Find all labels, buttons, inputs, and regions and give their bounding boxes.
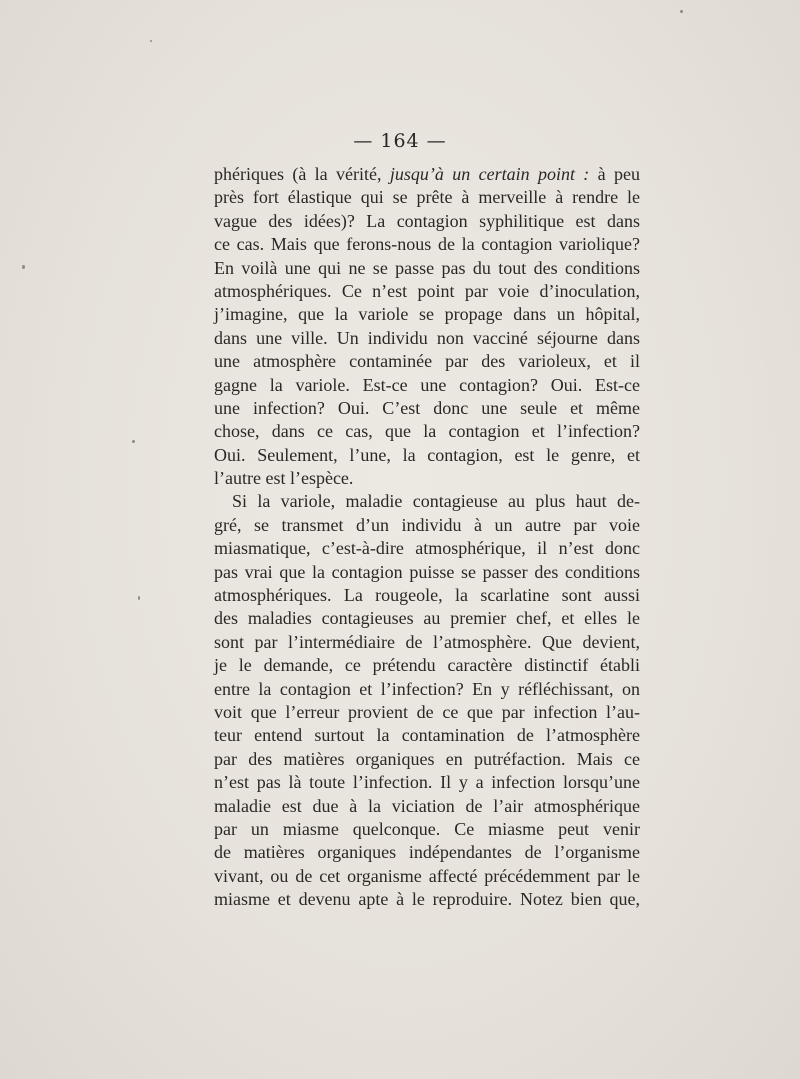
text-line: par des matières organiques en putréfaction. Mais ce — [214, 748, 640, 769]
text-line: miasmatique, c’est-à-dire atmosphérique, il n’est donc — [214, 538, 640, 559]
text-line: je le demande, ce prétendu caractère distinctif établi — [214, 655, 640, 676]
text-line: vague des idées)? La contagion syphilitique est dans — [214, 210, 640, 231]
italic-text-run: jusqu’à un certain point : — [389, 164, 590, 184]
text-line: une atmosphère contaminée par des varioleux, et il — [214, 351, 640, 372]
text-run: à peu — [589, 164, 640, 184]
text-line: près fort élastique qui se prête à merveille à rendre le — [214, 187, 640, 208]
text-line: n’est pas là toute l’infection. Il y a infection lorsqu’une — [214, 772, 640, 793]
text-line: ce cas. Mais que ferons-nous de la contagion variolique? — [214, 234, 640, 255]
text-line: chose, dans ce cas, que la contagion et l’infection? — [214, 421, 640, 442]
paper-speck — [680, 10, 683, 13]
text-line: une infection? Oui. C’est donc une seule et même — [214, 397, 640, 418]
text-line — [214, 163, 640, 186]
text-line: des maladies contagieuses au premier chef, et elles le — [214, 608, 640, 629]
text-line: Si la variole, maladie contagieuse au plus haut de- — [232, 491, 640, 512]
text-line: teur entend surtout la contamination de l’atmosphère — [214, 725, 640, 746]
text-line: atmosphériques. La rougeole, la scarlatine sont aussi — [214, 585, 640, 606]
text-line: de matières organiques indépendantes de l’organisme — [214, 842, 640, 863]
text-line: En voilà une qui ne se passe pas du tout des conditions — [214, 257, 640, 278]
text-line: par un miasme quelconque. Ce miasme peut venir — [214, 818, 640, 839]
text-line: vivant, ou de cet organisme affecté précédemment par le — [214, 865, 640, 886]
text-line: dans une ville. Un individu non vacciné séjourne dans — [214, 327, 640, 348]
paper-speck — [138, 596, 140, 600]
text-line: miasme et devenu apte à le reproduire. Notez bien que, — [214, 889, 640, 910]
text-line: Oui. Seulement, l’une, la contagion, est le genre, et — [214, 444, 640, 465]
text-line: sont par l’intermédiaire de l’atmosphère. Que devient, — [214, 631, 640, 652]
text-line: gagne la variole. Est-ce une contagion? Oui. Est-ce — [214, 374, 640, 395]
text-line: atmosphériques. Ce n’est point par voie d’inoculation, — [214, 280, 640, 301]
text-line: maladie est due à la viciation de l’air atmosphérique — [214, 795, 640, 816]
paper-speck — [132, 440, 135, 443]
text-line: voit que l’erreur provient de ce que par infection l’au- — [214, 701, 640, 722]
text-line: pas vrai que la contagion puisse se passer des conditions — [214, 561, 640, 582]
text-line: entre la contagion et l’infection? En y réfléchissant, on — [214, 678, 640, 699]
paper-speck — [150, 40, 152, 42]
body-text — [214, 163, 640, 912]
paper-speck — [22, 265, 25, 269]
page-number: — 164 — — [353, 130, 447, 152]
text-run: phériques (à la vérité, — [214, 164, 390, 184]
text-line: gré, se transmet d’un individu à un autre par voie — [214, 514, 640, 535]
text-line: l’autre est l’espèce. — [214, 468, 354, 489]
text-line: j’imagine, que la variole se propage dans un hôpital, — [214, 304, 640, 325]
